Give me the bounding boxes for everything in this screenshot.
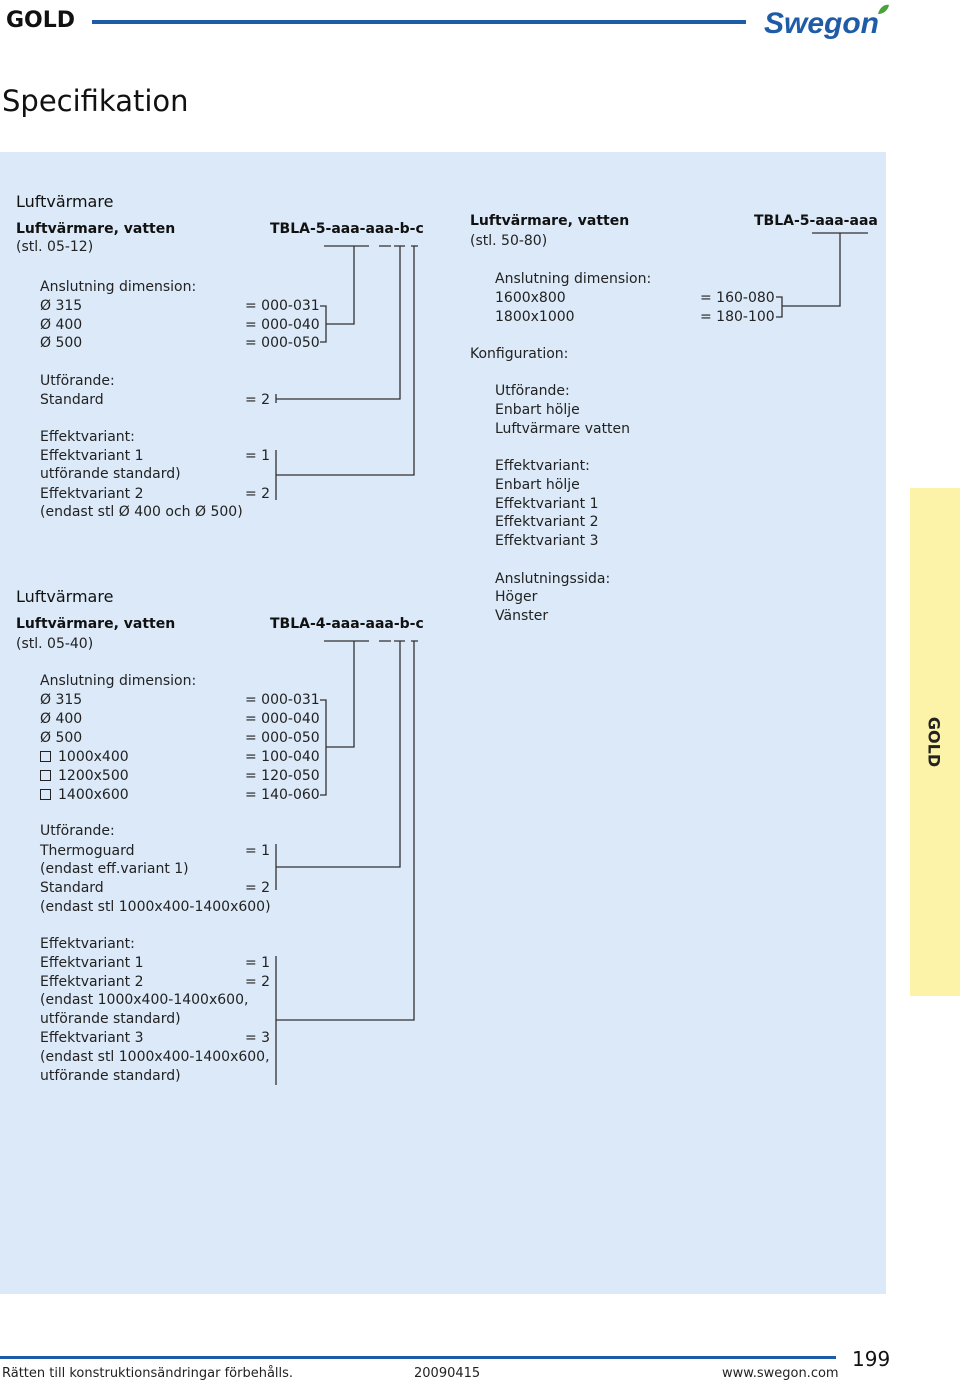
block2-eff-value: = 1 [245, 955, 271, 971]
block1-dim-value: = 000-050 [245, 335, 320, 351]
block3-side-title: Anslutningssida: [495, 571, 611, 587]
block3-code: TBLA-5-aaa-aaa [754, 213, 878, 229]
block3-side-item: Höger [495, 589, 538, 605]
block3-side-item: Vänster [495, 608, 549, 624]
block2-dim-label: Ø 500 [40, 730, 83, 746]
block2-dim-value: = 140-060 [245, 787, 320, 803]
block2-dim-label: Ø 400 [40, 711, 83, 727]
block2-dim-value: = 000-040 [245, 711, 320, 727]
block1-code: TBLA-5-aaa-aaa-b-c [270, 221, 424, 237]
block3-dim-label: 1600x800 [495, 290, 566, 306]
block2-eff-label: Effektvariant 1 [40, 955, 144, 971]
block1-heading: Luftvärmare [16, 192, 114, 211]
block3-dim-title: Anslutning dimension: [495, 271, 652, 287]
footer-url[interactable]: www.swegon.com [722, 1366, 839, 1381]
block2-dim-label: 1400x600 [58, 787, 129, 803]
block2-eff-label: (endast 1000x400-1400x600, [40, 992, 249, 1008]
block2-dim-value: = 120-050 [245, 768, 320, 784]
block1-utf-value: = 2 [245, 392, 271, 408]
footer-date: 20090415 [414, 1366, 481, 1381]
block2-eff-value: = 3 [245, 1030, 271, 1046]
block2-utf-title: Utförande: [40, 823, 115, 839]
block3-size: (stl. 50-80) [470, 233, 548, 249]
block2-utf-label: (endast eff.variant 1) [40, 861, 189, 877]
block2-eff-title: Effektvariant: [40, 936, 135, 952]
footer-rule [0, 1356, 836, 1359]
block3-dim-value: = 160-080 [700, 290, 775, 306]
footer-disclaimer: Rätten till konstruktionsändringar förbehålls. [2, 1366, 294, 1381]
block3-utf-title: Utförande: [495, 383, 570, 399]
block2-dim-label: Ø 315 [40, 692, 83, 708]
block3-eff-item: Effektvariant 3 [495, 533, 599, 549]
block2-dim-value: = 000-031 [245, 692, 320, 708]
block3-dim-label: 1800x1000 [495, 309, 575, 325]
block2-eff-label: utförande standard) [40, 1011, 181, 1027]
block1-dim-label: Ø 500 [40, 335, 83, 351]
block2-eff-label: Effektvariant 2 [40, 974, 144, 990]
block1-dim-value: = 000-031 [245, 298, 320, 314]
block2-subheading: Luftvärmare, vatten [16, 616, 176, 632]
block2-utf-value: = 2 [245, 880, 271, 896]
page-title: Specifikation [2, 84, 189, 118]
block3-utf-item: Luftvärmare vatten [495, 421, 631, 437]
block1-size: (stl. 05-12) [16, 239, 94, 255]
block1-eff-label: Effektvariant 2 [40, 486, 144, 502]
block2-eff-label: utförande standard) [40, 1068, 181, 1084]
block2-utf-label: Standard [40, 880, 104, 896]
block2-utf-label: Thermoguard [40, 843, 135, 859]
block3-eff-item: Enbart hölje [495, 477, 580, 493]
block2-dim-title: Anslutning dimension: [40, 673, 197, 689]
block1-utf-label: Standard [40, 392, 104, 408]
block2-dim-value: = 000-050 [245, 730, 320, 746]
block1-dim-title: Anslutning dimension: [40, 279, 197, 295]
block2-eff-value: = 2 [245, 974, 271, 990]
block1-eff-label: (endast stl Ø 400 och Ø 500) [40, 504, 243, 520]
block1-utf-title: Utförande: [40, 373, 115, 389]
block1-eff-title: Effektvariant: [40, 429, 135, 445]
block1-dim-label: Ø 315 [40, 298, 83, 314]
block3-dim-value: = 180-100 [700, 309, 775, 325]
block1-dim-label: Ø 400 [40, 317, 83, 333]
block2-eff-label: (endast stl 1000x400-1400x600, [40, 1049, 270, 1065]
block2-dim-label: 1000x400 [58, 749, 129, 765]
block3-utf-item: Enbart hölje [495, 402, 580, 418]
block2-eff-label: Effektvariant 3 [40, 1030, 144, 1046]
block1-dim-value: = 000-040 [245, 317, 320, 333]
block1-eff-value: = 2 [245, 486, 271, 502]
block1-subheading: Luftvärmare, vatten [16, 221, 176, 237]
block3-konf-title: Konfiguration: [470, 346, 569, 362]
block2-utf-label: (endast stl 1000x400-1400x600) [40, 899, 271, 915]
block1-eff-label: Effektvariant 1 [40, 448, 144, 464]
logo-text: Swegon [764, 7, 880, 40]
block2-utf-value: = 1 [245, 843, 271, 859]
block3-eff-item: Effektvariant 2 [495, 514, 599, 530]
block3-subheading: Luftvärmare, vatten [470, 213, 630, 229]
block3-eff-title: Effektvariant: [495, 458, 590, 474]
brand-label: GOLD [6, 8, 76, 33]
block2-size: (stl. 05-40) [16, 636, 94, 652]
block3-eff-item: Effektvariant 1 [495, 496, 599, 512]
block2-code: TBLA-4-aaa-aaa-b-c [270, 616, 424, 632]
block2-dim-value: = 100-040 [245, 749, 320, 765]
block1-eff-label: utförande standard) [40, 466, 181, 482]
block2-dim-label: 1200x500 [58, 768, 129, 784]
block2-heading: Luftvärmare [16, 587, 114, 606]
page-number: 199 [852, 1347, 891, 1371]
block1-eff-value: = 1 [245, 448, 271, 464]
section-tab-label: GOLD [924, 716, 944, 768]
